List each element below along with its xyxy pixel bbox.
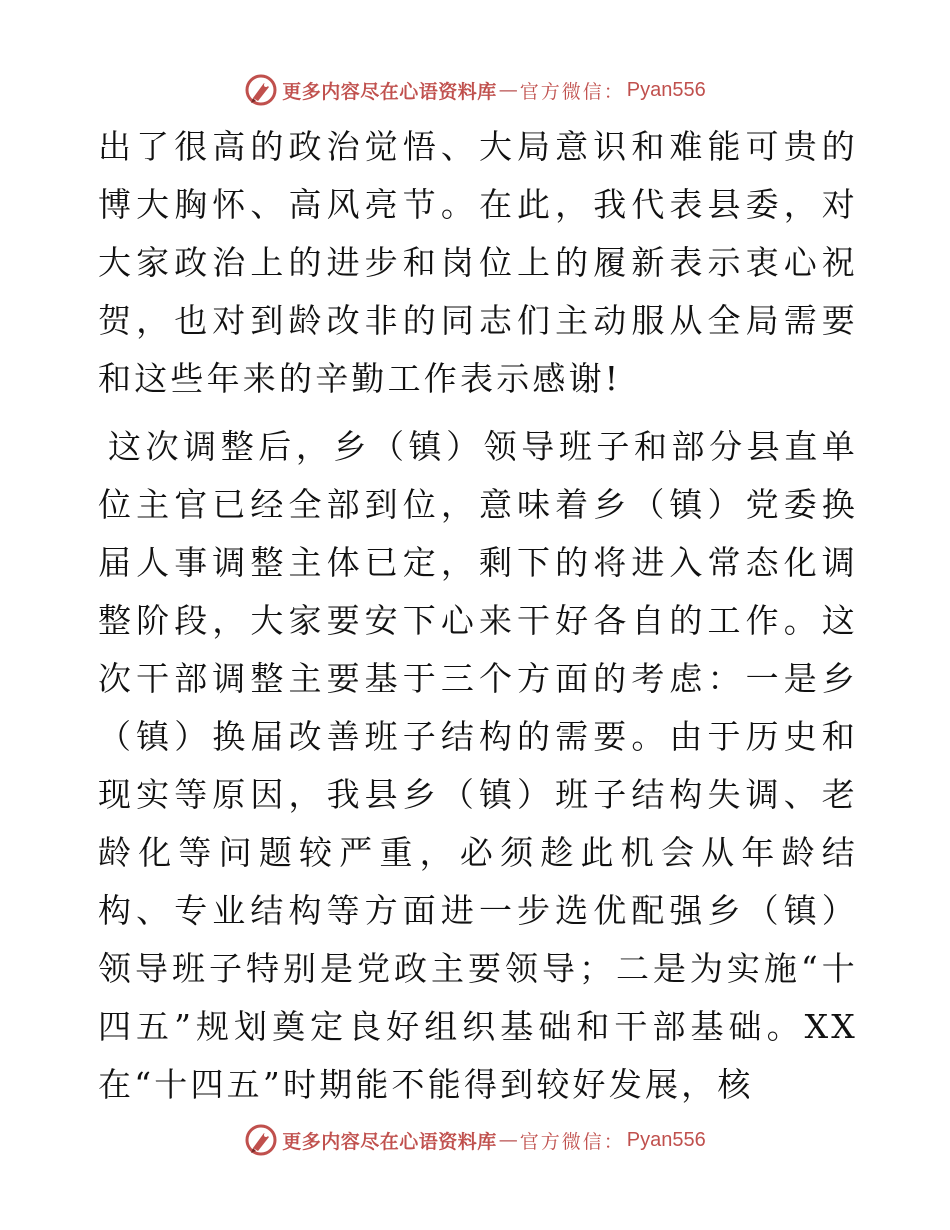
footer-wechat-id: Pyan556 bbox=[626, 1128, 706, 1151]
header-brand: 更多内容尽在心语资料库 bbox=[282, 80, 497, 103]
document-body bbox=[98, 118, 858, 1114]
header-wechat-id: Pyan556 bbox=[626, 78, 706, 101]
body-paragraph: 这次调整后，乡（镇）领导班子和部分县直单位主官已经全部到位，意味着乡（镇）党委换届人事调整主体已定，剩下的将进入常态化调整阶段，大家要安下心来干好各自的工作。这次干部调整主要基于三个方面的考虑：一是乡（镇）换届改善班子结构的需要。由于历史和现实等原因，我县乡（镇）班子结构失调、老龄化等问题较严重，必须趁此机会从年龄结构、专业结构等方面进一步选优配强乡（镇）领导班子特别是党政主要领导；二是为实施“十四五”规划奠定良好组织基础和干部基础。XX在“十四五”时期能不能得到较好发展，核 bbox=[98, 427, 858, 1104]
footer-brand: 更多内容尽在心语资料库 bbox=[282, 1130, 497, 1153]
pen-logo-icon bbox=[244, 73, 278, 107]
header-official-label: 官方微信： bbox=[519, 80, 625, 103]
header-separator: — bbox=[498, 79, 518, 101]
body-paragraph: 出了很高的政治觉悟、大局意识和难能可贵的博大胸怀、高风亮节。在此，我代表县委，对大家政治上的进步和岗位上的履新表示衷心祝贺，也对到龄改非的同志们主动服从全局需要和这些年来的辛勤工作表示感谢! bbox=[98, 127, 858, 398]
footer-official-label: 官方微信： bbox=[519, 1130, 625, 1153]
footer-banner bbox=[0, 1120, 950, 1160]
header-banner bbox=[0, 70, 950, 110]
footer-separator: — bbox=[498, 1129, 518, 1151]
pen-logo-icon bbox=[244, 1123, 278, 1157]
